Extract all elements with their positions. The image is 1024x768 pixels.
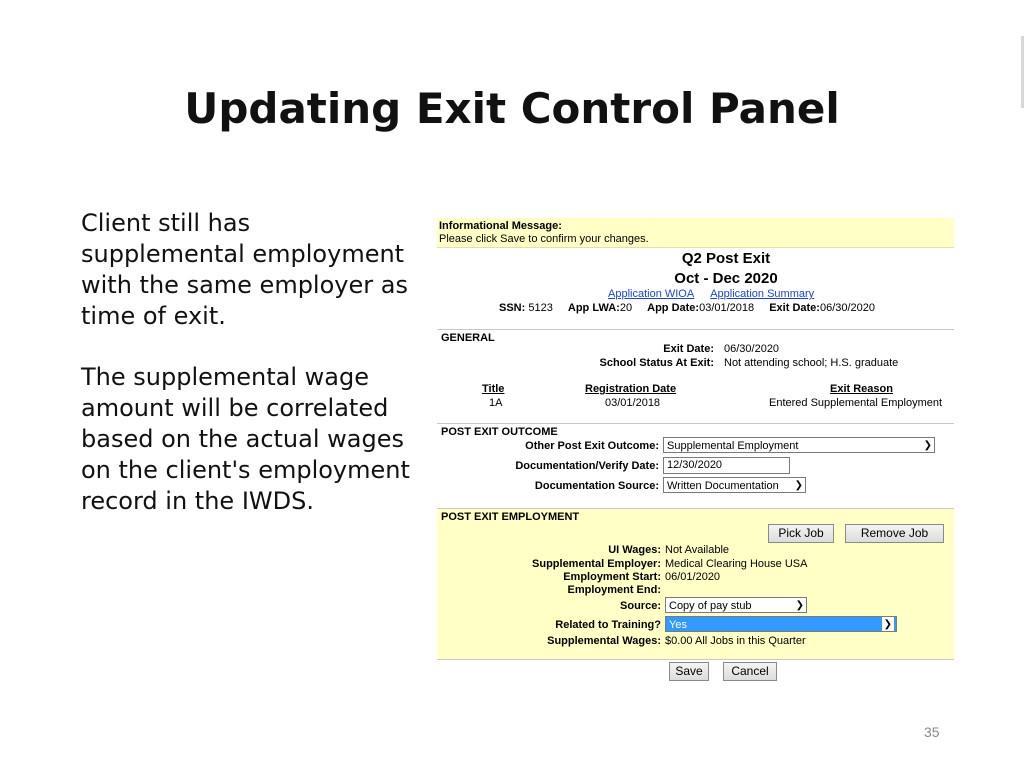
app-date-value: 03/01/2018 xyxy=(699,302,755,314)
ui-wages-label: UI Wages: xyxy=(608,544,661,556)
post-exit-employment-panel xyxy=(437,508,954,660)
form-actions xyxy=(437,659,954,684)
exit-reason-column-header: Exit Reason xyxy=(830,383,893,395)
slide-title: Updating Exit Control Panel xyxy=(184,84,840,133)
exit-control-panel-screenshot xyxy=(437,218,954,684)
ssn-value: 5123 xyxy=(528,302,553,314)
other-outcome-label: Other Post Exit Outcome: xyxy=(525,440,659,452)
post-exit-outcome-panel xyxy=(437,423,954,509)
application-wioa-link[interactable]: Application WIOA xyxy=(608,288,695,300)
exit-date-value: 06/30/2020 xyxy=(819,302,876,314)
save-button[interactable]: Save xyxy=(669,662,709,681)
quarter-heading: Oct - Dec 2020 xyxy=(674,270,778,287)
remove-job-button[interactable]: Remove Job xyxy=(845,524,944,543)
exit-date-label: Exit Date: xyxy=(769,302,820,314)
title-column-header: Title xyxy=(482,383,505,395)
post-exit-heading: Q2 Post Exit xyxy=(681,250,771,267)
lwa-value: 20 xyxy=(619,302,633,314)
doc-source-select[interactable] xyxy=(663,477,806,493)
post-exit-employment-title: POST EXIT EMPLOYMENT xyxy=(441,511,580,523)
post-exit-outcome-title: POST EXIT OUTCOME xyxy=(441,426,558,438)
app-date-label: App Date: xyxy=(647,302,700,314)
doc-source-label: Documentation Source: xyxy=(534,480,659,492)
supp-employer-label: Supplemental Employer: xyxy=(532,558,661,570)
school-status-label: School Status At Exit: xyxy=(599,357,714,369)
registration-date-cell: 03/01/2018 xyxy=(605,397,661,409)
supplemental-wages-label: Supplemental Wages: xyxy=(547,635,661,647)
lwa-label: App LWA: xyxy=(567,302,620,314)
pick-job-button[interactable]: Pick Job xyxy=(768,524,834,543)
related-to-training-select[interactable] xyxy=(665,616,897,632)
ssn-label: SSN: xyxy=(499,302,526,314)
source-select-value: Copy of pay stub xyxy=(669,600,752,612)
cancel-button[interactable]: Cancel xyxy=(723,662,777,681)
supplemental-wages-value: $0.00 All Jobs in this Quarter xyxy=(665,635,806,647)
doc-verify-date-input[interactable]: 12/30/2020 xyxy=(663,457,790,474)
other-outcome-select[interactable] xyxy=(663,437,935,453)
general-panel xyxy=(437,329,954,424)
title-cell: 1A xyxy=(489,397,503,409)
slide-body-text xyxy=(81,208,411,547)
related-to-training-select-value: Yes xyxy=(669,619,687,631)
info-message-text: Please click Save to confirm your changes. xyxy=(439,233,649,245)
info-message-title: Informational Message: xyxy=(439,220,562,232)
employment-start-label: Employment Start: xyxy=(563,571,661,583)
source-label: Source: xyxy=(620,600,661,612)
chevron-down-icon: ❯ xyxy=(882,617,894,632)
ui-wages-value: Not Available xyxy=(665,544,730,556)
chevron-down-icon: ❯ xyxy=(795,600,804,611)
general-exit-date-value: 06/30/2020 xyxy=(724,343,780,355)
bullet-paragraph-1: Client still has supplemental employment with the same employer as time of exit. xyxy=(81,209,408,330)
source-select[interactable] xyxy=(665,597,807,613)
chevron-down-icon: ❯ xyxy=(794,480,803,491)
doc-verify-date-label: Documentation/Verify Date: xyxy=(515,460,659,472)
exit-reason-cell: Entered Supplemental Employment xyxy=(769,397,943,409)
doc-source-select-value: Written Documentation xyxy=(667,480,779,492)
school-status-value: Not attending school; H.S. graduate xyxy=(724,357,899,369)
application-links xyxy=(608,288,830,300)
employment-start-value: 06/01/2020 xyxy=(665,571,721,583)
chevron-down-icon: ❯ xyxy=(923,440,932,451)
registration-date-column-header: Registration Date xyxy=(585,383,677,395)
supp-employer-value: Medical Clearing House USA xyxy=(665,558,808,570)
employment-end-label: Employment End: xyxy=(567,584,661,596)
application-summary-link[interactable]: Application Summary xyxy=(710,288,815,300)
general-panel-title: GENERAL xyxy=(441,332,495,344)
related-to-training-label: Related to Training? xyxy=(555,619,661,631)
page-number: 35 xyxy=(924,724,940,740)
informational-message xyxy=(437,218,954,248)
other-outcome-select-value: Supplemental Employment xyxy=(667,440,799,452)
general-exit-date-label: Exit Date: xyxy=(663,343,714,355)
client-id-row xyxy=(499,302,887,314)
bullet-paragraph-2: The supplemental wage amount will be correlated based on the actual wages on the client's employment record in the IWDS. xyxy=(81,363,410,515)
